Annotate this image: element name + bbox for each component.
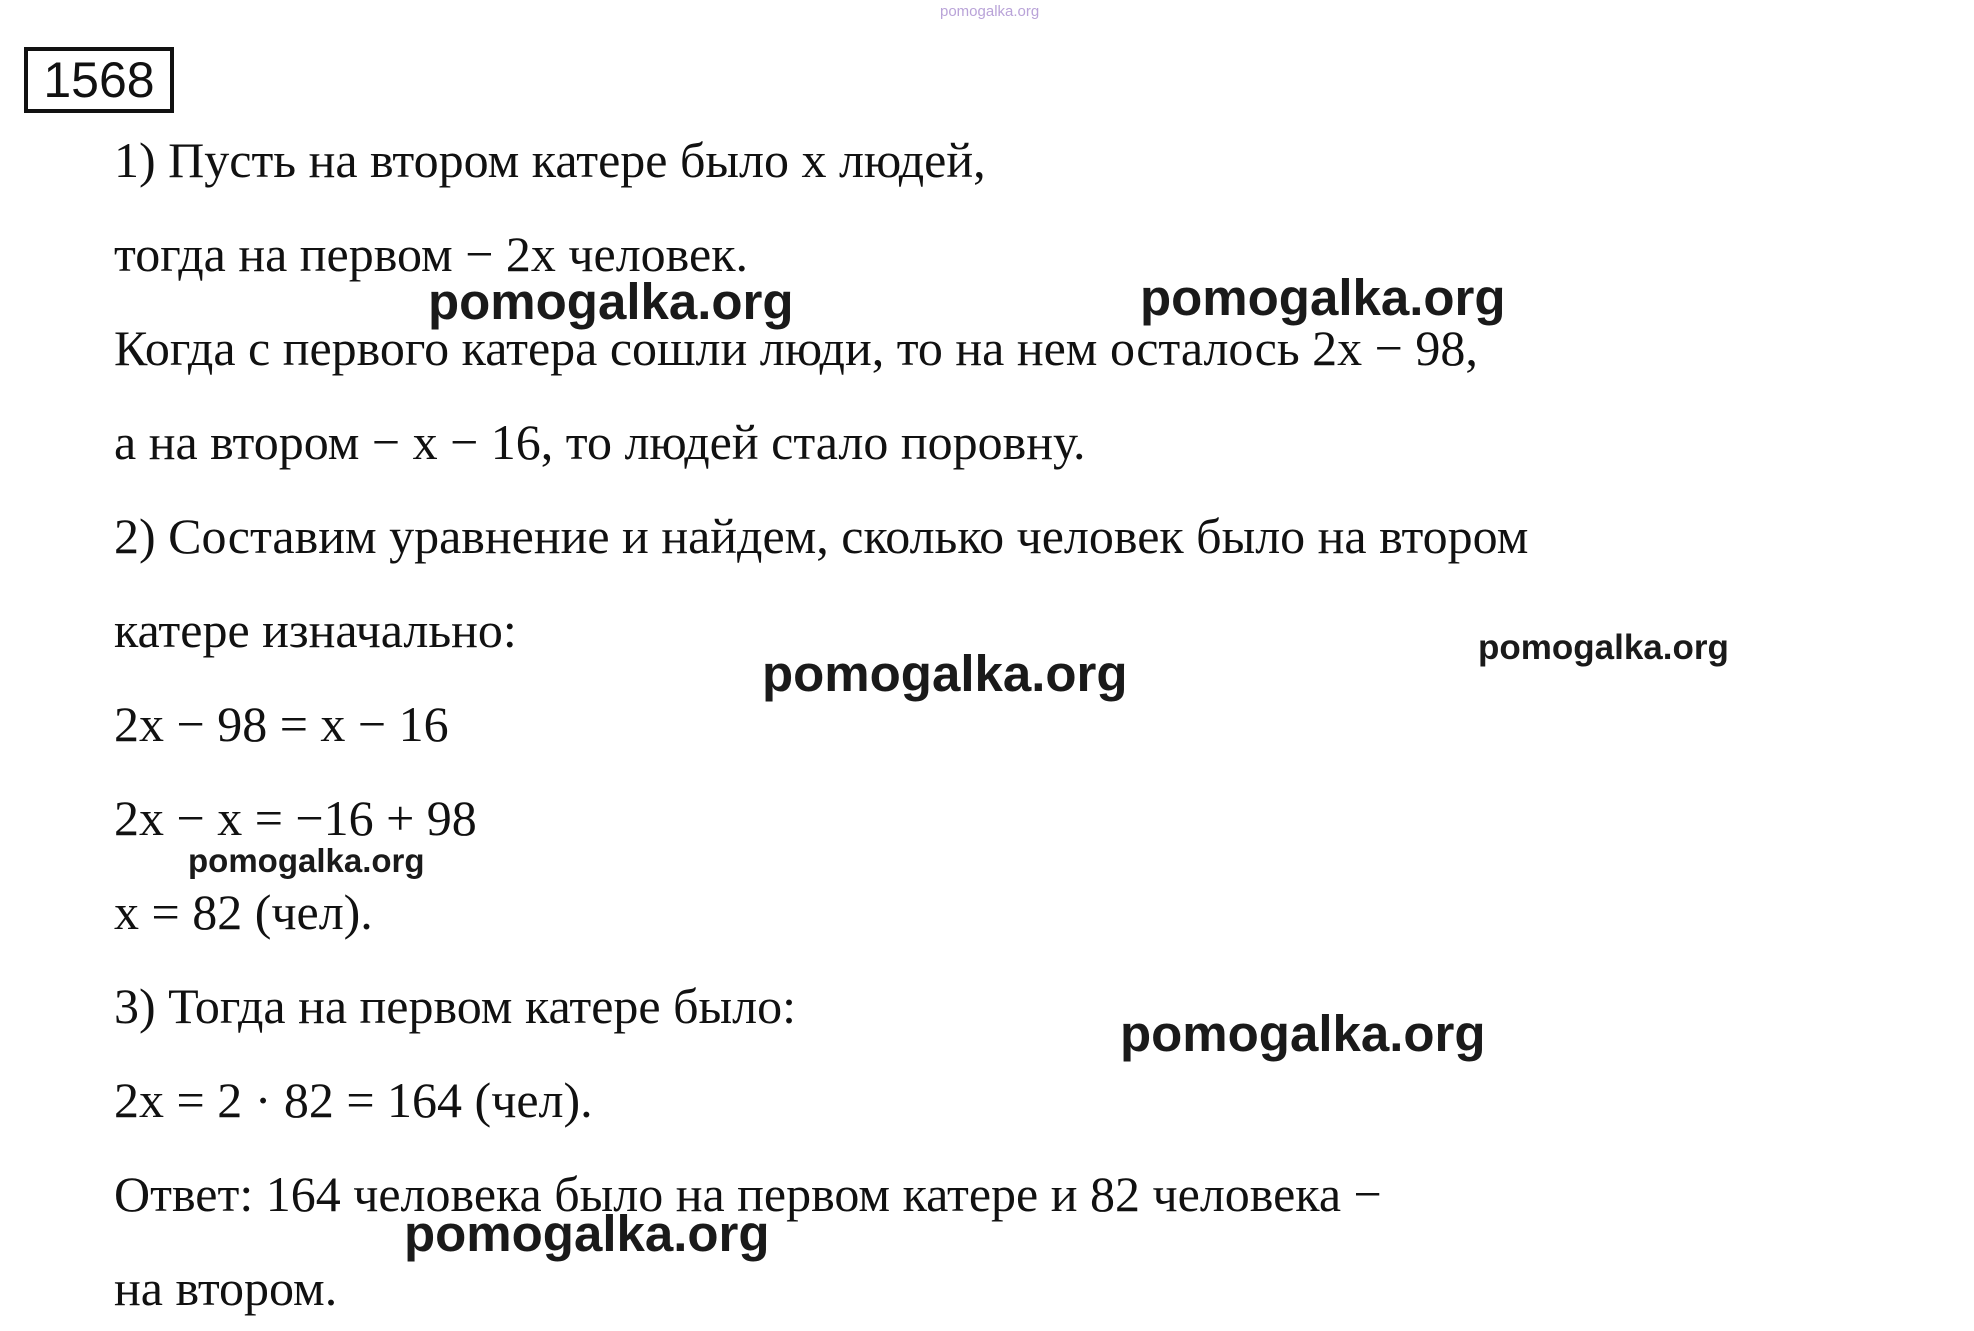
watermark-4: pomogalka.org [762, 645, 1128, 702]
solution-line-6: катере изначально: [114, 602, 517, 658]
watermark-7: pomogalka.org [404, 1205, 770, 1262]
answer-line-1: Ответ: 164 человека было на первом катере и 82 человека − [114, 1166, 1382, 1222]
watermark-5: pomogalka.org [188, 842, 425, 879]
solution-line-5: 2) Составим уравнение и найдем, сколько человек было на втором [114, 508, 1529, 564]
answer-line-2: на втором. [114, 1260, 338, 1316]
watermark-6: pomogalka.org [1120, 1005, 1486, 1062]
equation-line-4: 2x = 2 · 82 = 164 (чел). [114, 1072, 593, 1128]
watermark-1: pomogalka.org [428, 273, 794, 330]
solution-line-2: тогда на первом − 2x человек. [114, 226, 748, 282]
header-watermark: pomogalka.org [940, 3, 1040, 20]
solution-line-3: Когда с первого катера сошли люди, то на нем осталось 2x − 98, [114, 320, 1478, 376]
problem-number: 1568 [24, 47, 174, 113]
watermark-2: pomogalka.org [1140, 269, 1506, 326]
equation-line-3: x = 82 (чел). [114, 884, 373, 940]
equation-line-1: 2x − 98 = x − 16 [114, 696, 449, 752]
solution-line-4: а на втором − x − 16, то людей стало поровну. [114, 414, 1086, 470]
equation-line-2: 2x − x = −16 + 98 [114, 790, 477, 846]
solution-line-10: 3) Тогда на первом катере было: [114, 978, 796, 1034]
solution-line-1: 1) Пусть на втором катере было x людей, [114, 132, 986, 188]
watermark-3: pomogalka.org [1478, 628, 1729, 667]
